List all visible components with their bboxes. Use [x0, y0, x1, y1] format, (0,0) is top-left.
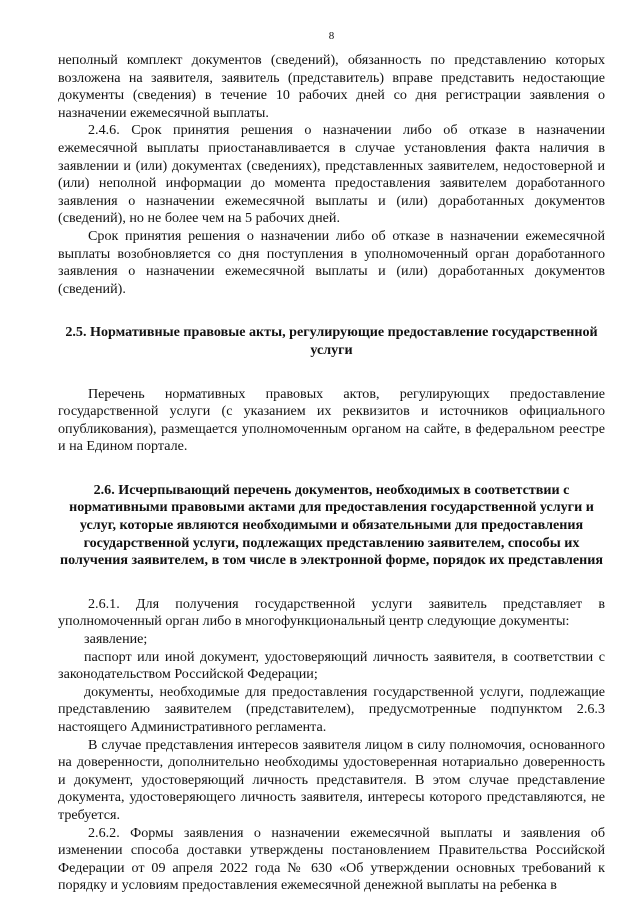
paragraph-deadline-resumed: Срок принятия решения о назначении либо об отказе в назначении ежемесячной выплаты возобновляется со дня поступления в уполномоченный орган доработанного заявления о назначении ежемесячной выплаты и (или) доработанных документов (сведений). — [58, 227, 605, 297]
paragraph-2-4-6: 2.4.6. Срок принятия решения о назначении либо об отказе в назначении ежемесячной выплаты приостанавливается в случае установления факта наличия в заявлении и (или) документах (сведениях), представленных заявителем, недостоверной и (или) неполной информации до момента предоставления заявителем доработанного заявления о назначении ежемесячной выплаты и (или) доработанных документов (сведений), но не более чем на 5 рабочих дней. — [58, 122, 605, 227]
section-2-5-text: Перечень нормативных правовых актов, регулирующих предоставление государственной услуги (с указанием их реквизитов и источников официального опубликования), размещается уполномоченным органом на сайте, в федеральном реестре и на Едином портале. — [58, 385, 605, 455]
section-2-5-heading: 2.5. Нормативные правовые акты, регулирующие предоставление государственной услуги — [65, 324, 598, 358]
list-item-passport: паспорт или иной документ, удостоверяющий личность заявителя, в соответствии с законодательством Российской Федерации; — [58, 648, 605, 683]
paragraph-continuation: неполный комплект документов (сведений), обязанность по представлению которых возложена на заявителя, заявитель (представитель) вправе представить недостающие документы (сведения) в течение 10 рабочих дней со дня регистрации заявления о назначении ежемесячной выплаты. — [58, 52, 605, 121]
page-number: 8 — [328, 30, 335, 42]
list-item-application: заявление; — [84, 631, 148, 648]
paragraph-representative: В случае представления интересов заявителя лицом в силу полномочия, основанного на доверенности, дополнительно необходимы удостоверенная нотариально доверенность и документ, удостоверяющий личность представителя. В этом случае представление документа, удостоверяющего личность заявителя, интересы которого представляются, не требуется. — [58, 736, 605, 823]
section-2-6-heading: 2.6. Исчерпывающий перечень документов, необходимых в соответствии с нормативными правовыми актами для предоставления государственной услуги и услуг, которые являются необходимыми и обязательными для предоставления государственной услуги, подлежащих представлению заявителем, способы их получения заявителем, в том числе в электронной форме, порядок их представления — [59, 481, 603, 569]
paragraph-2-6-1: 2.6.1. Для получения государственной услуги заявитель представляет в уполномоченный орган либо в многофункциональный центр следующие документы: — [58, 595, 605, 630]
list-item-documents: документы, необходимые для предоставления государственной услуги, подлежащие представлению заявителем (представителем), предусмотренные подпунктом 2.6.3 настоящего Административного регламента. — [58, 683, 605, 735]
paragraph-2-6-2: 2.6.2. Формы заявления о назначении ежемесячной выплаты и заявления об изменении способа доставки утверждены постановлением Правительства Российской Федерации от 09 апреля 2022 года № 630 «Об утверждении основных требований к порядку и условиям предоставления ежемесячной денежной выплаты на ребенка в — [58, 824, 605, 894]
